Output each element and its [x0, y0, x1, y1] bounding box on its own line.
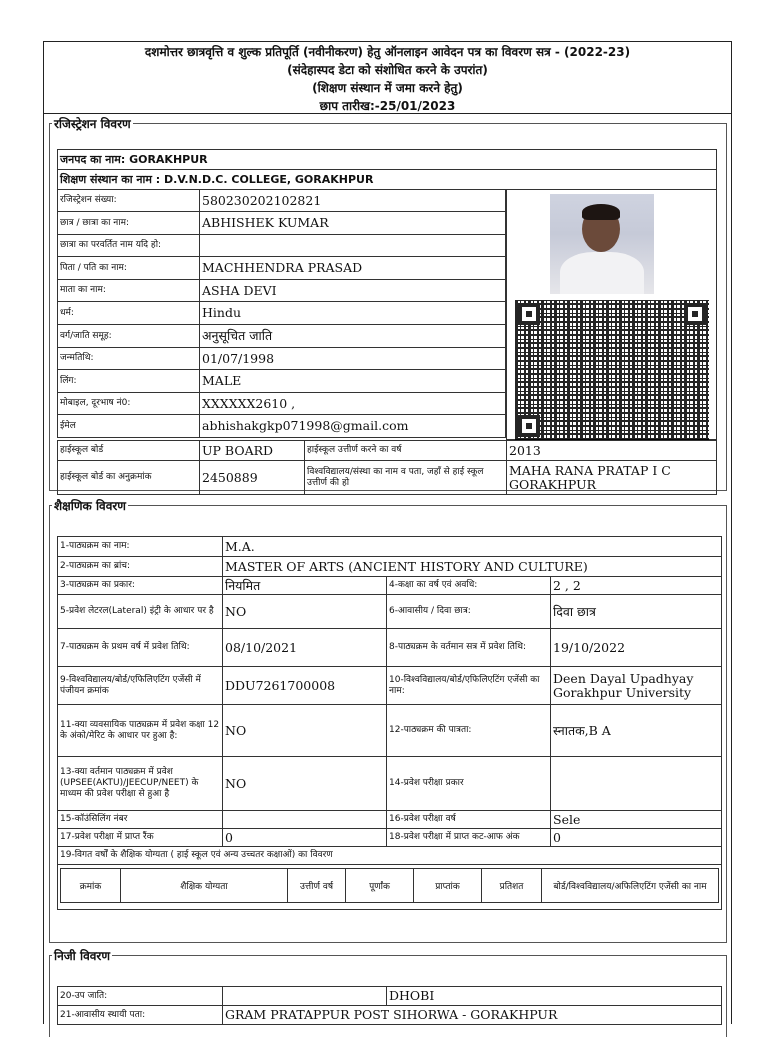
exam-year-value: Sele — [551, 811, 722, 829]
gender-value: MALE — [200, 370, 506, 393]
first-year-value: 08/10/2021 — [223, 629, 387, 667]
univ-reg-label: 9-विश्वविद्यालय/बोर्ड/एफिलिएटिंग एजेंसी में पंजीयन क्रमांक — [58, 667, 223, 705]
vocational-value: NO — [223, 705, 387, 757]
current-session-label: 8-पाठ्यक्रम के वर्तमान सत्र में प्रवेश तिथि: — [387, 629, 551, 667]
mother-name-label: माता का नाम: — [58, 280, 200, 302]
hs-year-label: हाईस्कूल उत्तीर्ण करने का वर्ष — [305, 441, 507, 461]
photo-hair — [582, 204, 620, 220]
col-max-marks: पूर्णांक — [346, 869, 414, 903]
religion-value: Hindu — [200, 302, 506, 325]
lateral-label: 5-प्रवेश लेटरल(Lateral) इंट्री के आधार पर है — [58, 595, 223, 629]
counselling-label: 15-कॉउंसिलिंग नंबर — [58, 811, 223, 829]
dob-label: जन्मतिथि: — [58, 348, 200, 370]
exam-type-value — [551, 757, 722, 811]
email-label: ईमेल — [58, 415, 200, 438]
reg-number-value: 580230202102821 — [200, 190, 506, 212]
application-form — [43, 41, 732, 1024]
qr-finder-bl — [518, 415, 540, 437]
address-value: GRAM PRATAPPUR POST SIHORWA - GORAKHPUR — [223, 1006, 722, 1025]
form-header — [44, 42, 731, 114]
caste-label: वर्ग/जाति समूह: — [58, 325, 200, 348]
branch-value: MASTER OF ARTS (ANCIENT HISTORY AND CULTURE) — [223, 557, 722, 577]
past-qualification-cell — [58, 865, 722, 910]
changed-name-value — [200, 235, 506, 257]
class-value: 2 , 2 — [551, 577, 722, 595]
academic-table — [57, 536, 722, 910]
past-qualification-label: 19-विगत वर्षों के शैक्षिक योग्यता ( हाई स्कूल एवं अन्य उच्चतर कक्षाओं) का विवरण — [58, 847, 722, 865]
eligibility-value: स्नातक,B A — [551, 705, 722, 757]
father-name-value: MACHHENDRA PRASAD — [200, 257, 506, 280]
qr-code — [515, 300, 709, 440]
hs-board-value: UP BOARD — [200, 441, 305, 461]
registration-legend: रजिस्ट्रेशन विवरण — [54, 117, 131, 131]
mother-name-value: ASHA DEVI — [200, 280, 506, 302]
hs-roll-value: 2450889 — [200, 461, 305, 495]
religion-label: धर्म: — [58, 302, 200, 325]
course-type-label: 3-पाठ्यक्रम का प्रकार: — [58, 577, 223, 595]
first-year-label: 7-पाठ्यक्रम के प्रथम वर्ष में प्रवेश तिथि: — [58, 629, 223, 667]
col-qualification: शैक्षिक योग्यता — [121, 869, 288, 903]
past-qualification-table — [60, 868, 719, 903]
email-value: abhishakgkp071998@gmail.com — [200, 415, 506, 438]
eligibility-label: 12-पाठ्यक्रम की पात्रता: — [387, 705, 551, 757]
district-name: जनपद का नाम: GORAKHPUR — [58, 150, 717, 170]
institution-name: शिक्षण संस्थान का नाम : D.V.N.D.C. COLLEGE, GORAKHPUR — [58, 170, 717, 190]
photo-shirt — [560, 252, 644, 294]
hs-board-label: हाईस्कूल बोर्ड — [58, 441, 200, 461]
mobile-value: XXXXXX2610 , — [200, 393, 506, 415]
lateral-value: NO — [223, 595, 387, 629]
header-title: दशमोत्तर छात्रवृत्ति व शुल्क प्रतिपूर्ति (नवीनीकरण) हेतु ऑनलाइन आवेदन पत्र का विवरण सत्र - (2022-23) — [144, 45, 631, 59]
entrance-value: NO — [223, 757, 387, 811]
hs-year-value: 2013 — [507, 441, 717, 461]
univ-name-value: Deen Dayal Upadhyay Gorakhpur University — [551, 667, 722, 705]
col-percent: प्रतिशत — [482, 869, 542, 903]
personal-table — [57, 986, 722, 1025]
mobile-label: मोबाइल, दूरभाष नं0: — [58, 393, 200, 415]
col-obtained: प्राप्तांक — [414, 869, 482, 903]
changed-name-label: छात्रा का परवर्तित नाम यदि हो: — [58, 235, 200, 257]
vocational-label: 11-क्या व्यवसायिक पाठ्यक्रम में प्रवेश कक्षा 12 के अंको/मेरिट के आधार पर हुआ है: — [58, 705, 223, 757]
student-photo — [550, 194, 654, 294]
caste-value: अनुसूचित जाति — [200, 325, 506, 348]
hostel-value: दिवा छात्र — [551, 595, 722, 629]
col-pass-year: उत्तीर्ण वर्ष — [288, 869, 346, 903]
subcaste-value: DHOBI — [387, 987, 722, 1006]
univ-reg-value: DDU7261700008 — [223, 667, 387, 705]
cutoff-label: 18-प्रवेश परीक्षा में प्राप्त कट-आफ अंक — [387, 829, 551, 847]
reg-number-label: रजिस्ट्रेशन संख्या: — [58, 190, 200, 212]
academic-section — [49, 497, 727, 943]
address-label: 21-आवासीय स्थायी पता: — [58, 1006, 223, 1025]
registration-table — [57, 149, 717, 190]
col-board: बोर्ड/विश्वविद्यालय/अफिलिएटिंग एजेंसी का नाम — [542, 869, 719, 903]
rank-label: 17-प्रवेश परीक्षा में प्राप्त रैंक — [58, 829, 223, 847]
subcaste-empty — [223, 987, 387, 1006]
current-session-value: 19/10/2022 — [551, 629, 722, 667]
col-serial: क्रमांक — [61, 869, 121, 903]
hs-roll-label: हाईस्कूल बोर्ड का अनुक्रमांक — [58, 461, 200, 495]
class-label: 4-कक्षा का वर्ष एवं अवधि: — [387, 577, 551, 595]
course-type-value: नियमित — [223, 577, 387, 595]
student-details-table — [57, 189, 506, 438]
univ-name-label: 10-विश्वविद्यालय/बोर्ड/एफिलिएटिंग एजेंसी का नाम: — [387, 667, 551, 705]
highschool-table — [57, 440, 717, 495]
academic-legend: शैक्षणिक विवरण — [54, 499, 126, 513]
student-name-value: ABHISHEK KUMAR — [200, 212, 506, 235]
registration-section — [49, 115, 727, 491]
rank-value: 0 — [223, 829, 387, 847]
counselling-value — [223, 811, 387, 829]
student-name-label: छात्र / छात्रा का नाम: — [58, 212, 200, 235]
print-date: छाप तारीख:-25/01/2023 — [319, 99, 456, 113]
qr-finder-tr — [684, 303, 706, 325]
gender-label: लिंग: — [58, 370, 200, 393]
header-note: (शिक्षण संस्थान में जमा करने हेतु) — [312, 81, 463, 95]
dob-value: 01/07/1998 — [200, 348, 506, 370]
hs-school-value: MAHA RANA PRATAP I C GORAKHPUR — [507, 461, 717, 495]
subcaste-label: 20-उप जाति: — [58, 987, 223, 1006]
branch-label: 2-पाठ्यक्रम का ब्रांच: — [58, 557, 223, 577]
entrance-label: 13-क्या वर्तमान पाठ्यक्रम में प्रवेश (UPSEE(AKTU)/JEECUP/NEET) के माध्यम की प्रवेश परीक्षा से हुआ है — [58, 757, 223, 811]
personal-legend: निजी विवरण — [54, 949, 110, 963]
cutoff-value: 0 — [551, 829, 722, 847]
hostel-label: 6-आवासीय / दिवा छात्र: — [387, 595, 551, 629]
hs-school-label: विश्वविद्यालय/संस्था का नाम व पता, जहाँ से हाई स्कूल उत्तीर्ण की हो — [305, 461, 507, 495]
exam-type-label: 14-प्रवेश परीक्षा प्रकार — [387, 757, 551, 811]
exam-year-label: 16-प्रवेश परीक्षा वर्ष — [387, 811, 551, 829]
header-subtitle: (संदेहास्पद डेटा को संशोधित करने के उपरांत) — [287, 63, 488, 77]
qr-finder-tl — [518, 303, 540, 325]
course-name-value: M.A. — [223, 537, 722, 557]
father-name-label: पिता / पति का नाम: — [58, 257, 200, 280]
course-name-label: 1-पाठ्यक्रम का नाम: — [58, 537, 223, 557]
